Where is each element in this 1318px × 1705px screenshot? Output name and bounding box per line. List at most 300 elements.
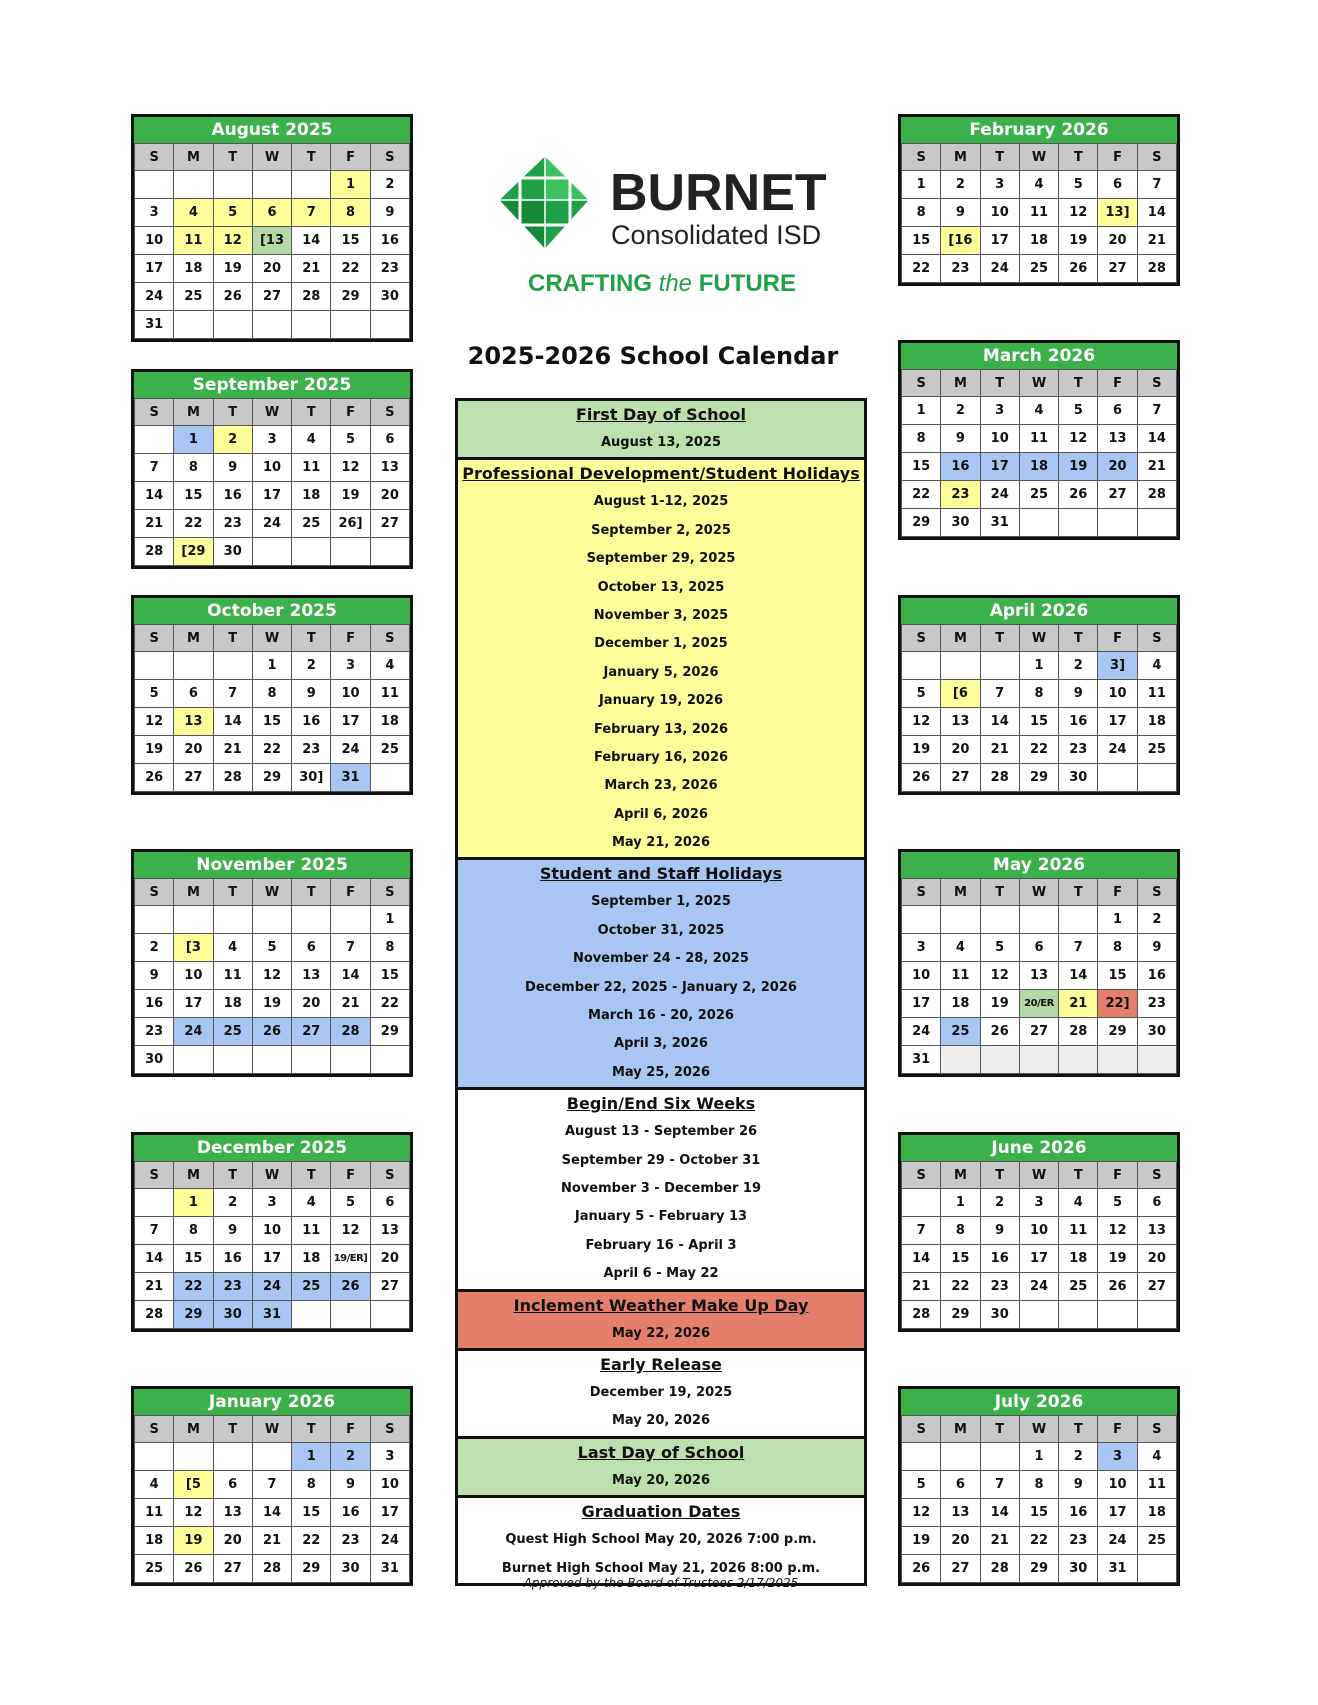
weekday-header: T — [1059, 1416, 1098, 1443]
weekday-header: S — [370, 625, 409, 652]
section-date: August 13, 2025 — [600, 435, 722, 450]
empty-cell — [902, 1443, 941, 1471]
month-grid — [134, 624, 410, 792]
weekday-header-row — [902, 144, 1177, 171]
section-date: February 13, 2026 — [593, 721, 729, 737]
day-cell: 1 — [370, 906, 409, 934]
day-cell: 22 — [331, 255, 370, 283]
day-cell: 21 — [902, 1273, 941, 1301]
week-row — [902, 962, 1177, 990]
week-row — [135, 454, 410, 482]
day-cell: 13] — [1098, 199, 1137, 227]
weekday-header: W — [1019, 625, 1058, 652]
day-cell: 7 — [902, 1217, 941, 1245]
weekday-header: T — [1059, 879, 1098, 906]
week-row — [902, 1018, 1177, 1046]
section-date: September 29 - October 31 — [561, 1152, 761, 1168]
approval-note: Approved by the Board of Trustees 2/17/2025 — [523, 1576, 799, 1590]
day-cell: 1 — [292, 1443, 331, 1471]
day-cell: 3 — [135, 199, 174, 227]
empty-cell — [331, 538, 370, 566]
day-cell: 6 — [252, 199, 291, 227]
empty-cell — [370, 1046, 409, 1074]
calendar-july-2026 — [898, 1386, 1180, 1586]
empty-cell — [370, 538, 409, 566]
week-row — [902, 1555, 1177, 1583]
day-cell: 21 — [135, 1273, 174, 1301]
day-cell: 30 — [1137, 1018, 1176, 1046]
weekday-header: S — [370, 144, 409, 171]
weekday-header: T — [213, 879, 252, 906]
month-grid — [901, 878, 1177, 1074]
week-row — [135, 652, 410, 680]
day-cell: 30] — [292, 764, 331, 792]
day-cell: 22 — [1019, 1527, 1058, 1555]
empty-cell — [252, 1046, 291, 1074]
day-cell: 1 — [252, 652, 291, 680]
week-row — [135, 990, 410, 1018]
day-cell: 2 — [135, 934, 174, 962]
day-cell: 28 — [135, 538, 174, 566]
section-heading: Student and Staff Holidays — [539, 864, 783, 884]
day-cell: 3 — [331, 652, 370, 680]
month-title: April 2026 — [901, 598, 1177, 624]
day-cell: 31 — [331, 764, 370, 792]
day-cell: 29 — [1019, 764, 1058, 792]
day-cell: 19 — [174, 1527, 213, 1555]
section-date: May 25, 2026 — [611, 1064, 711, 1080]
weekday-header: W — [1019, 370, 1058, 397]
section-date: May 20, 2026 — [611, 1472, 711, 1488]
day-cell: 23 — [1059, 1527, 1098, 1555]
day-cell: 17 — [252, 1245, 291, 1273]
day-cell: 10 — [331, 680, 370, 708]
day-cell: 17 — [980, 453, 1019, 481]
day-cell: 14 — [1137, 199, 1176, 227]
day-cell: 17 — [980, 227, 1019, 255]
day-cell: 2 — [941, 397, 980, 425]
day-cell: 27 — [1098, 255, 1137, 283]
weekday-header: S — [902, 144, 941, 171]
day-cell: 10 — [135, 227, 174, 255]
day-cell: 29 — [941, 1301, 980, 1329]
day-cell: 8 — [1019, 680, 1058, 708]
day-cell: 22 — [902, 481, 941, 509]
day-cell: 27 — [1137, 1273, 1176, 1301]
day-cell: 19 — [980, 990, 1019, 1018]
week-row — [902, 1046, 1177, 1074]
day-cell: 1 — [1019, 1443, 1058, 1471]
weekday-header: F — [331, 625, 370, 652]
empty-cell — [331, 1046, 370, 1074]
day-cell: 12 — [980, 962, 1019, 990]
week-row — [902, 171, 1177, 199]
month-grid — [134, 1161, 410, 1329]
day-cell: 18 — [941, 990, 980, 1018]
section-date: December 19, 2025 — [589, 1384, 733, 1400]
section-heading: Professional Development/Student Holidays — [462, 464, 860, 484]
day-cell: 4 — [1059, 1189, 1098, 1217]
day-cell: 9 — [1059, 1471, 1098, 1499]
day-cell: 16 — [135, 990, 174, 1018]
month-grid — [134, 398, 410, 566]
day-cell: 4 — [292, 1189, 331, 1217]
day-cell: 25 — [1137, 1527, 1176, 1555]
day-cell: 28 — [252, 1555, 291, 1583]
day-cell: 10 — [1019, 1217, 1058, 1245]
day-cell: 22 — [902, 255, 941, 283]
day-cell: 7 — [331, 934, 370, 962]
calendar-december-2025 — [131, 1132, 413, 1332]
day-cell: 23 — [941, 255, 980, 283]
calendar-january-2026 — [131, 1386, 413, 1586]
weekday-header: T — [292, 399, 331, 426]
day-cell: 20 — [370, 1245, 409, 1273]
section-date: February 16 - April 3 — [585, 1237, 737, 1253]
day-cell: 30 — [213, 538, 252, 566]
week-row — [902, 990, 1177, 1018]
day-cell: 26 — [1059, 255, 1098, 283]
empty-cell — [331, 906, 370, 934]
weekday-header: F — [331, 1162, 370, 1189]
day-cell: 29 — [174, 1301, 213, 1329]
day-cell: 25 — [1019, 481, 1058, 509]
empty-cell — [980, 1046, 1019, 1074]
day-cell: 2 — [292, 652, 331, 680]
day-cell: 25 — [292, 510, 331, 538]
day-cell: 19 — [902, 736, 941, 764]
weekday-header: S — [135, 1416, 174, 1443]
day-cell: 4 — [135, 1471, 174, 1499]
district-logo — [490, 150, 830, 310]
day-cell: 10 — [252, 1217, 291, 1245]
empty-cell — [135, 426, 174, 454]
empty-cell — [902, 906, 941, 934]
day-cell: 1 — [174, 426, 213, 454]
day-cell: 7 — [980, 1471, 1019, 1499]
weekday-header: W — [252, 879, 291, 906]
day-cell: 29 — [252, 764, 291, 792]
day-cell: 28 — [902, 1301, 941, 1329]
weekday-header: S — [370, 1416, 409, 1443]
day-cell: 5 — [135, 680, 174, 708]
day-cell: 26 — [135, 764, 174, 792]
day-cell: 14 — [1059, 962, 1098, 990]
weekday-header: W — [1019, 1162, 1058, 1189]
empty-cell — [213, 311, 252, 339]
empty-cell — [980, 1443, 1019, 1471]
day-cell: 12 — [174, 1499, 213, 1527]
empty-cell — [213, 1443, 252, 1471]
week-row — [902, 1499, 1177, 1527]
day-cell: 2 — [1059, 1443, 1098, 1471]
week-row — [902, 1273, 1177, 1301]
day-cell: 8 — [174, 454, 213, 482]
day-cell: 26 — [213, 283, 252, 311]
day-cell: 3 — [252, 1189, 291, 1217]
weekday-header: F — [1098, 370, 1137, 397]
weekday-header-row — [902, 1416, 1177, 1443]
day-cell: 21 — [292, 255, 331, 283]
weekday-header-row — [135, 625, 410, 652]
day-cell: 18 — [213, 990, 252, 1018]
month-title: July 2026 — [901, 1389, 1177, 1415]
day-cell: 19 — [213, 255, 252, 283]
day-cell: 18 — [292, 482, 331, 510]
day-cell: 24 — [331, 736, 370, 764]
empty-cell — [135, 652, 174, 680]
day-cell: 15 — [370, 962, 409, 990]
day-cell: 16 — [941, 453, 980, 481]
empty-cell — [941, 652, 980, 680]
month-title: January 2026 — [134, 1389, 410, 1415]
empty-cell — [1019, 1046, 1058, 1074]
month-title: November 2025 — [134, 852, 410, 878]
empty-cell — [1098, 1046, 1137, 1074]
day-cell: 18 — [1019, 227, 1058, 255]
day-cell: 26 — [1098, 1273, 1137, 1301]
day-cell: 27 — [941, 1555, 980, 1583]
day-cell: 29 — [370, 1018, 409, 1046]
empty-cell — [370, 764, 409, 792]
section-date: December 1, 2025 — [594, 636, 728, 652]
day-cell: 14 — [980, 708, 1019, 736]
empty-cell — [292, 1046, 331, 1074]
empty-cell — [1059, 509, 1098, 537]
weekday-header: S — [135, 879, 174, 906]
section-heading: Inclement Weather Make Up Day — [513, 1295, 809, 1315]
day-cell: 17 — [1098, 1499, 1137, 1527]
week-row — [135, 1217, 410, 1245]
week-row — [902, 453, 1177, 481]
day-cell: 4 — [1137, 1443, 1176, 1471]
day-cell: 24 — [1098, 736, 1137, 764]
weekday-header-row — [135, 144, 410, 171]
key-section — [458, 1498, 864, 1583]
day-cell: 9 — [370, 199, 409, 227]
day-cell: 3 — [980, 397, 1019, 425]
day-cell: 25 — [1059, 1273, 1098, 1301]
day-cell: 14 — [902, 1245, 941, 1273]
week-row — [902, 255, 1177, 283]
weekday-header: S — [1137, 879, 1176, 906]
day-cell: 16 — [292, 708, 331, 736]
empty-cell — [213, 652, 252, 680]
day-cell: 12 — [213, 227, 252, 255]
month-grid — [901, 1415, 1177, 1583]
day-cell: 19 — [1059, 453, 1098, 481]
logo-name: BURNET — [610, 164, 827, 222]
day-cell: 5 — [1059, 397, 1098, 425]
day-cell: 30 — [980, 1301, 1019, 1329]
day-cell: 2 — [980, 1189, 1019, 1217]
day-cell: 15 — [941, 1245, 980, 1273]
day-cell: 30 — [213, 1301, 252, 1329]
day-cell: 26 — [252, 1018, 291, 1046]
section-heading: First Day of School — [575, 405, 747, 424]
day-cell: 26] — [331, 510, 370, 538]
day-cell: 22 — [174, 510, 213, 538]
day-cell: 4 — [292, 426, 331, 454]
day-cell: 22 — [174, 1273, 213, 1301]
day-cell: [3 — [174, 934, 213, 962]
day-cell: 15 — [902, 453, 941, 481]
logo-subtitle: Consolidated ISD — [611, 220, 822, 250]
day-cell: 17 — [174, 990, 213, 1018]
day-cell: 15 — [902, 227, 941, 255]
day-cell: 28 — [1137, 255, 1176, 283]
day-cell: 10 — [174, 962, 213, 990]
empty-cell — [902, 1189, 941, 1217]
day-cell: 15 — [174, 1245, 213, 1273]
section-date: March 23, 2026 — [604, 778, 718, 794]
day-cell: 18 — [135, 1527, 174, 1555]
weekday-header: T — [1059, 1162, 1098, 1189]
empty-cell — [135, 1189, 174, 1217]
day-cell: 11 — [1019, 199, 1058, 227]
day-cell: 8 — [370, 934, 409, 962]
empty-cell — [174, 1443, 213, 1471]
week-row — [135, 1499, 410, 1527]
day-cell: 12 — [902, 1499, 941, 1527]
day-cell: 12 — [1059, 425, 1098, 453]
day-cell: 9 — [135, 962, 174, 990]
week-row — [135, 311, 410, 339]
weekday-header: W — [1019, 879, 1058, 906]
empty-cell — [1059, 1046, 1098, 1074]
day-cell: 13 — [1137, 1217, 1176, 1245]
day-cell: 11 — [370, 680, 409, 708]
day-cell: 4 — [1019, 171, 1058, 199]
calendar-october-2025 — [131, 595, 413, 795]
day-cell: 15 — [292, 1499, 331, 1527]
day-cell: 13 — [292, 962, 331, 990]
week-row — [135, 1046, 410, 1074]
logo-tagline: CRAFTING the FUTURE — [528, 270, 797, 297]
day-cell: 11 — [135, 1499, 174, 1527]
day-cell: 14 — [135, 482, 174, 510]
day-cell: [6 — [941, 680, 980, 708]
day-cell: 23 — [941, 481, 980, 509]
day-cell: 9 — [941, 425, 980, 453]
day-cell: 25 — [370, 736, 409, 764]
day-cell: 18 — [370, 708, 409, 736]
day-cell: 7 — [1137, 171, 1176, 199]
empty-cell — [252, 906, 291, 934]
day-cell: 9 — [213, 454, 252, 482]
day-cell: 11 — [1059, 1217, 1098, 1245]
section-date: April 6, 2026 — [614, 806, 708, 822]
weekday-header: W — [252, 1416, 291, 1443]
day-cell: 7 — [213, 680, 252, 708]
day-cell: 25 — [135, 1555, 174, 1583]
day-cell: 23 — [1137, 990, 1176, 1018]
day-cell: 2 — [370, 171, 409, 199]
day-cell: [16 — [941, 227, 980, 255]
empty-cell — [1019, 1301, 1058, 1329]
empty-cell — [1059, 906, 1098, 934]
week-row — [902, 1217, 1177, 1245]
day-cell: 14 — [292, 227, 331, 255]
week-row — [902, 509, 1177, 537]
empty-cell — [252, 311, 291, 339]
key-section — [458, 460, 864, 860]
day-cell: 13 — [941, 1499, 980, 1527]
month-title: September 2025 — [134, 372, 410, 398]
day-cell: 29 — [1098, 1018, 1137, 1046]
day-cell: 5 — [331, 426, 370, 454]
day-cell: 20 — [252, 255, 291, 283]
day-cell: 11 — [292, 1217, 331, 1245]
week-row — [902, 397, 1177, 425]
section-date: October 13, 2025 — [597, 579, 725, 595]
week-row — [135, 1189, 410, 1217]
key-section — [458, 1439, 864, 1498]
month-title: August 2025 — [134, 117, 410, 143]
week-row — [135, 255, 410, 283]
weekday-header: T — [292, 625, 331, 652]
section-date: May 20, 2026 — [611, 1413, 711, 1429]
weekday-header: M — [941, 879, 980, 906]
day-cell: 8 — [902, 425, 941, 453]
weekday-header: F — [1098, 1162, 1137, 1189]
weekday-header: S — [370, 1162, 409, 1189]
day-cell: 30 — [135, 1046, 174, 1074]
month-grid — [901, 624, 1177, 792]
day-cell: 9 — [1137, 934, 1176, 962]
day-cell: 15 — [1019, 1499, 1058, 1527]
empty-cell — [252, 1443, 291, 1471]
day-cell: 6 — [1098, 397, 1137, 425]
calendar-june-2026 — [898, 1132, 1180, 1332]
week-row — [135, 934, 410, 962]
day-cell: 23 — [370, 255, 409, 283]
day-cell: 11 — [174, 227, 213, 255]
empty-cell — [174, 1046, 213, 1074]
day-cell: 31 — [370, 1555, 409, 1583]
day-cell: 31 — [902, 1046, 941, 1074]
day-cell: 6 — [370, 1189, 409, 1217]
day-cell: 6 — [370, 426, 409, 454]
day-cell: 18 — [174, 255, 213, 283]
day-cell: 2 — [941, 171, 980, 199]
day-cell: 7 — [252, 1471, 291, 1499]
month-grid — [901, 1161, 1177, 1329]
empty-cell — [370, 1301, 409, 1329]
day-cell: 20 — [1098, 227, 1137, 255]
weekday-header: F — [1098, 144, 1137, 171]
weekday-header: S — [902, 879, 941, 906]
weekday-header: T — [292, 1162, 331, 1189]
weekday-header-row — [902, 1162, 1177, 1189]
day-cell: 30 — [1059, 1555, 1098, 1583]
weekday-header: T — [292, 144, 331, 171]
day-cell: 19 — [135, 736, 174, 764]
weekday-header: T — [1059, 370, 1098, 397]
day-cell: 14 — [1137, 425, 1176, 453]
section-date: January 19, 2026 — [598, 693, 724, 709]
day-cell: 26 — [980, 1018, 1019, 1046]
day-cell: 24 — [370, 1527, 409, 1555]
day-cell: 3] — [1098, 652, 1137, 680]
day-cell: 24 — [135, 283, 174, 311]
section-date: November 3, 2025 — [593, 607, 729, 623]
day-cell: 4 — [941, 934, 980, 962]
day-cell: 14 — [213, 708, 252, 736]
day-cell: 24 — [252, 1273, 291, 1301]
section-date: April 3, 2026 — [614, 1036, 708, 1052]
weekday-header: M — [174, 879, 213, 906]
